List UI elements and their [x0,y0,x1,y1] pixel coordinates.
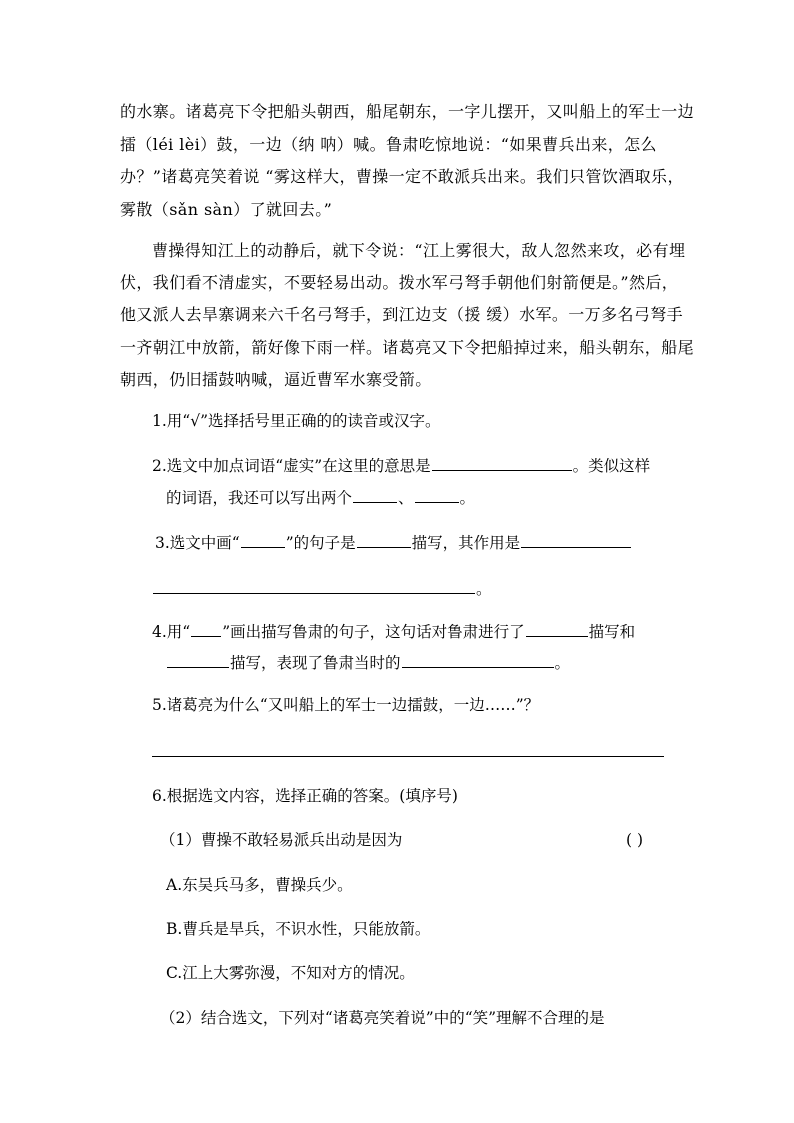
passage-line: 擂（léi lèi）鼓，一边（纳 呐）喊。鲁肃吃惊地说：“如果曹兵出来，怎么 [120,135,657,154]
question-2: 2.选文中加点词语“虚实”在这里的意思是 。类似这样 [152,454,732,477]
answer-paren[interactable]: ( ) [626,831,644,849]
option-b: B.曹兵是旱兵，不识水性，只能放箭。 [166,920,431,938]
answer-blank[interactable] [415,486,459,503]
answer-blank[interactable] [153,577,475,594]
option-a: A.东吴兵马多，曹操兵少。 [166,876,353,894]
answer-blank[interactable] [526,620,588,637]
question-2-cont: 的词语，我还可以写出两个 、 。 [166,486,746,509]
passage-line: 一齐朝江中放箭，箭好像下雨一样。诸葛亮又下令把船掉过来，船头朝东，船尾 [120,338,695,357]
passage-line: 伏，我们看不清虚实，不要轻易出动。拨水军弓弩手朝他们射箭便是。”然后， [120,273,679,292]
question-3-cont: 。 [152,577,732,600]
answer-blank[interactable] [353,486,397,503]
passage-line: 办？”诸葛亮笑着说 “雾这样大，曹操一定不敢派兵出来。我们只管饮酒取乐， [120,167,684,186]
passage-line: 曹操得知江上的动静后，就下令说：“江上雾很大，敌人忽然来攻，必有埋 [152,241,686,260]
option-c: C.江上大雾弥漫，不知对方的情况。 [166,964,415,982]
question-4-cont: 描写，表现了鲁肃当时的 。 [166,651,746,674]
answer-blank[interactable] [402,651,554,668]
question-1: 1.用“√”选择括号里正确的的读音或汉字。 [152,412,441,430]
question-5: 5.诸葛亮为什么“又叫船上的军士一边擂鼓，一边……”？ [152,696,540,714]
underline-sample [241,531,285,548]
passage-line: 雾散（sǎn sàn）了就回去。” [120,200,333,219]
passage-line: 的水寨。诸葛亮下令把船头朝西，船尾朝东，一字儿摆开，又叫船上的军士一边 [120,102,695,121]
underline-sample [191,620,221,637]
answer-blank[interactable] [167,651,229,668]
answer-blank[interactable] [432,454,572,471]
passage-line: 朝西，仍旧擂鼓呐喊，逼近曹军水寨受箭。 [120,370,432,389]
question-6-2: （2）结合选文，下列对“诸葛亮笑着说”中的“笑”理解不合理的是 [160,1009,605,1027]
question-6-1: （1）曹操不敢轻易派兵出动是因为 [160,831,403,849]
passage-line: 他又派人去旱寨调来六千名弓弩手，到江边支（援 缓）水军。一万多名弓弩手 [120,305,684,324]
answer-blank[interactable] [521,531,631,548]
answer-blank[interactable] [357,531,411,548]
question-6: 6.根据选文内容，选择正确的答案。(填序号) [152,787,458,805]
question-4: 4.用“ ”画出描写鲁肃的句子，这句话对鲁肃进行了 描写和 [152,620,732,643]
answer-line[interactable] [152,756,664,757]
question-3: 3.选文中画“ ”的句子是 描写，其作用是 [155,531,735,554]
